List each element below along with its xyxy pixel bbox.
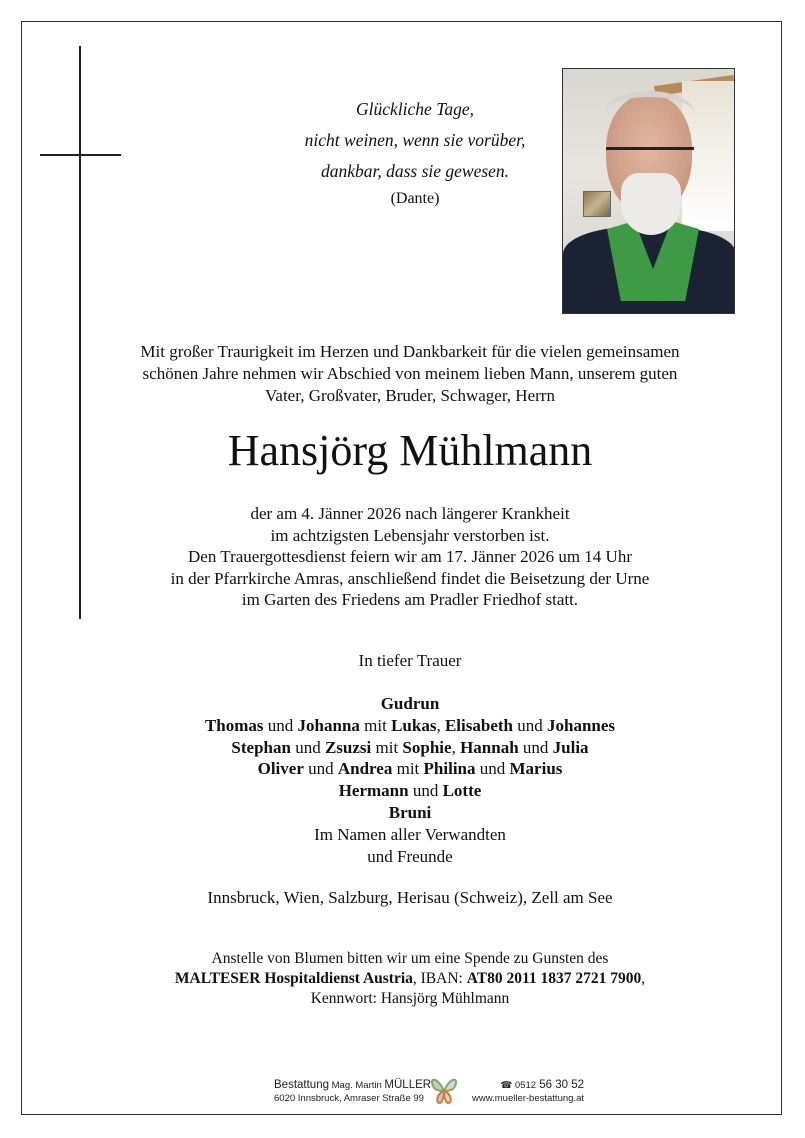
funeral-home-name bbox=[274, 1079, 431, 1092]
mourner-name: Lukas bbox=[391, 715, 437, 735]
mourner-line bbox=[60, 737, 760, 759]
mourner-line bbox=[60, 780, 760, 802]
connector: mit bbox=[371, 737, 403, 757]
mourner-name: Marius bbox=[509, 759, 563, 779]
mourner-line bbox=[60, 693, 760, 715]
quote-line: dankbar, dass sie gewesen. bbox=[320, 161, 510, 181]
connector: und bbox=[475, 759, 510, 779]
mourner-name: Johanna bbox=[297, 715, 360, 735]
punctuation: , bbox=[641, 970, 646, 987]
quote-author: (Dante) bbox=[390, 190, 440, 207]
mourner-name: Gudrun bbox=[380, 694, 440, 713]
quote-line: nicht weinen, wenn sie vorüber, bbox=[304, 130, 526, 150]
details-line: Den Trauergottesdienst feiern wir am 17. Jänner 2026 um 14 Uhr bbox=[188, 547, 632, 566]
donation-line: Anstelle von Blumen bitten wir um eine Spende zu Gunsten des bbox=[211, 950, 609, 967]
connector: und bbox=[263, 715, 298, 735]
connector: und bbox=[290, 737, 325, 757]
mourner-line: und Freunde bbox=[367, 846, 453, 866]
mourner-line bbox=[60, 715, 760, 737]
mourner-name: Hannah bbox=[460, 737, 519, 757]
photo-wall-painting bbox=[583, 191, 611, 217]
telephone-icon: ☎ bbox=[500, 1080, 515, 1091]
mourner-name: Andrea bbox=[337, 759, 393, 779]
connector: mit bbox=[359, 715, 392, 735]
mourner-name: Philina bbox=[423, 759, 476, 779]
quote-block bbox=[230, 94, 600, 211]
photo-hair bbox=[603, 91, 695, 137]
intro-line: schönen Jahre nehmen wir Abschied von meinem lieben Mann, unserem guten bbox=[142, 364, 678, 383]
phone-line bbox=[472, 1079, 584, 1092]
mourner-name: Johannes bbox=[547, 715, 616, 735]
donation-organization: MALTESER Hospitaldienst Austria bbox=[174, 970, 413, 987]
mourner-name: Sophie bbox=[402, 737, 452, 757]
death-and-service-details bbox=[60, 503, 760, 611]
connector: und bbox=[408, 781, 443, 801]
mourner-name: Bruni bbox=[388, 802, 432, 822]
intro-line: Mit großer Traurigkeit im Herzen und Dankbarkeit für die vielen gemeinsamen bbox=[140, 342, 680, 361]
photo-glasses bbox=[606, 147, 694, 164]
mourner-name: Thomas bbox=[204, 715, 264, 735]
phone-number: 56 30 52 bbox=[536, 1079, 584, 1091]
iban-value: AT80 2011 1837 2721 7900 bbox=[466, 970, 642, 987]
funeral-home-info bbox=[274, 1079, 431, 1105]
connector: und bbox=[518, 737, 553, 757]
quote-line: Glückliche Tage, bbox=[356, 99, 474, 119]
mourner-line bbox=[60, 802, 760, 824]
mourners-list bbox=[60, 693, 760, 867]
company-owner: Mag. Martin bbox=[328, 1080, 385, 1091]
connector: und bbox=[513, 715, 547, 735]
details-line: im achtzigsten Lebensjahr verstorben ist. bbox=[270, 525, 550, 545]
mourner-name: Lotte bbox=[442, 781, 482, 801]
mourner-name: Zsuzsi bbox=[324, 737, 372, 757]
places-line: Innsbruck, Wien, Salzburg, Herisau (Schweiz), Zell am See bbox=[207, 888, 613, 907]
details-line: in der Pfarrkirche Amras, anschließend findet die Beisetzung der Urne bbox=[170, 568, 650, 588]
donation-request bbox=[60, 949, 760, 1009]
mourner-name: Stephan bbox=[231, 737, 291, 757]
website-link[interactable]: www.mueller-bestattung.at bbox=[472, 1093, 584, 1104]
iban-label: , IBAN: bbox=[412, 970, 467, 987]
intro-text bbox=[60, 341, 760, 407]
cross-icon-horizontal bbox=[40, 154, 121, 156]
connector: und bbox=[303, 759, 338, 779]
intro-line: Vater, Großvater, Bruder, Schwager, Herrn bbox=[265, 386, 555, 405]
donation-line bbox=[60, 969, 760, 989]
connector: , bbox=[436, 715, 445, 735]
deceased-name: Hansjörg Mühlmann bbox=[227, 426, 593, 475]
funeral-home-address: 6020 Innsbruck, Amraser Straße 99 bbox=[274, 1093, 424, 1104]
photo-beard bbox=[621, 173, 681, 235]
phone-prefix: 0512 bbox=[514, 1080, 537, 1091]
portrait-photo bbox=[562, 68, 735, 314]
mourner-name: Oliver bbox=[257, 759, 304, 779]
mourner-name: Elisabeth bbox=[444, 715, 513, 735]
funeral-home-footer bbox=[274, 1079, 584, 1109]
details-line: im Garten des Friedens am Pradler Friedhof statt. bbox=[241, 590, 579, 609]
connector: , bbox=[451, 737, 461, 757]
funeral-home-contact bbox=[472, 1079, 584, 1105]
mourner-name: Julia bbox=[552, 737, 589, 757]
connector: mit bbox=[392, 759, 424, 779]
company-prefix: Bestattung bbox=[274, 1079, 329, 1091]
mourner-line: Im Namen aller Verwandten bbox=[314, 824, 506, 844]
donation-keyword: Kennwort: Hansjörg Mühlmann bbox=[310, 990, 510, 1007]
mourning-heading: In tiefer Trauer bbox=[358, 651, 462, 670]
butterfly-logo-icon bbox=[429, 1077, 459, 1105]
details-line: der am 4. Jänner 2026 nach längerer Krankheit bbox=[250, 504, 570, 523]
mourner-line bbox=[60, 758, 760, 780]
company-name: MÜLLER bbox=[384, 1079, 432, 1091]
mourner-name: Hermann bbox=[338, 781, 409, 801]
